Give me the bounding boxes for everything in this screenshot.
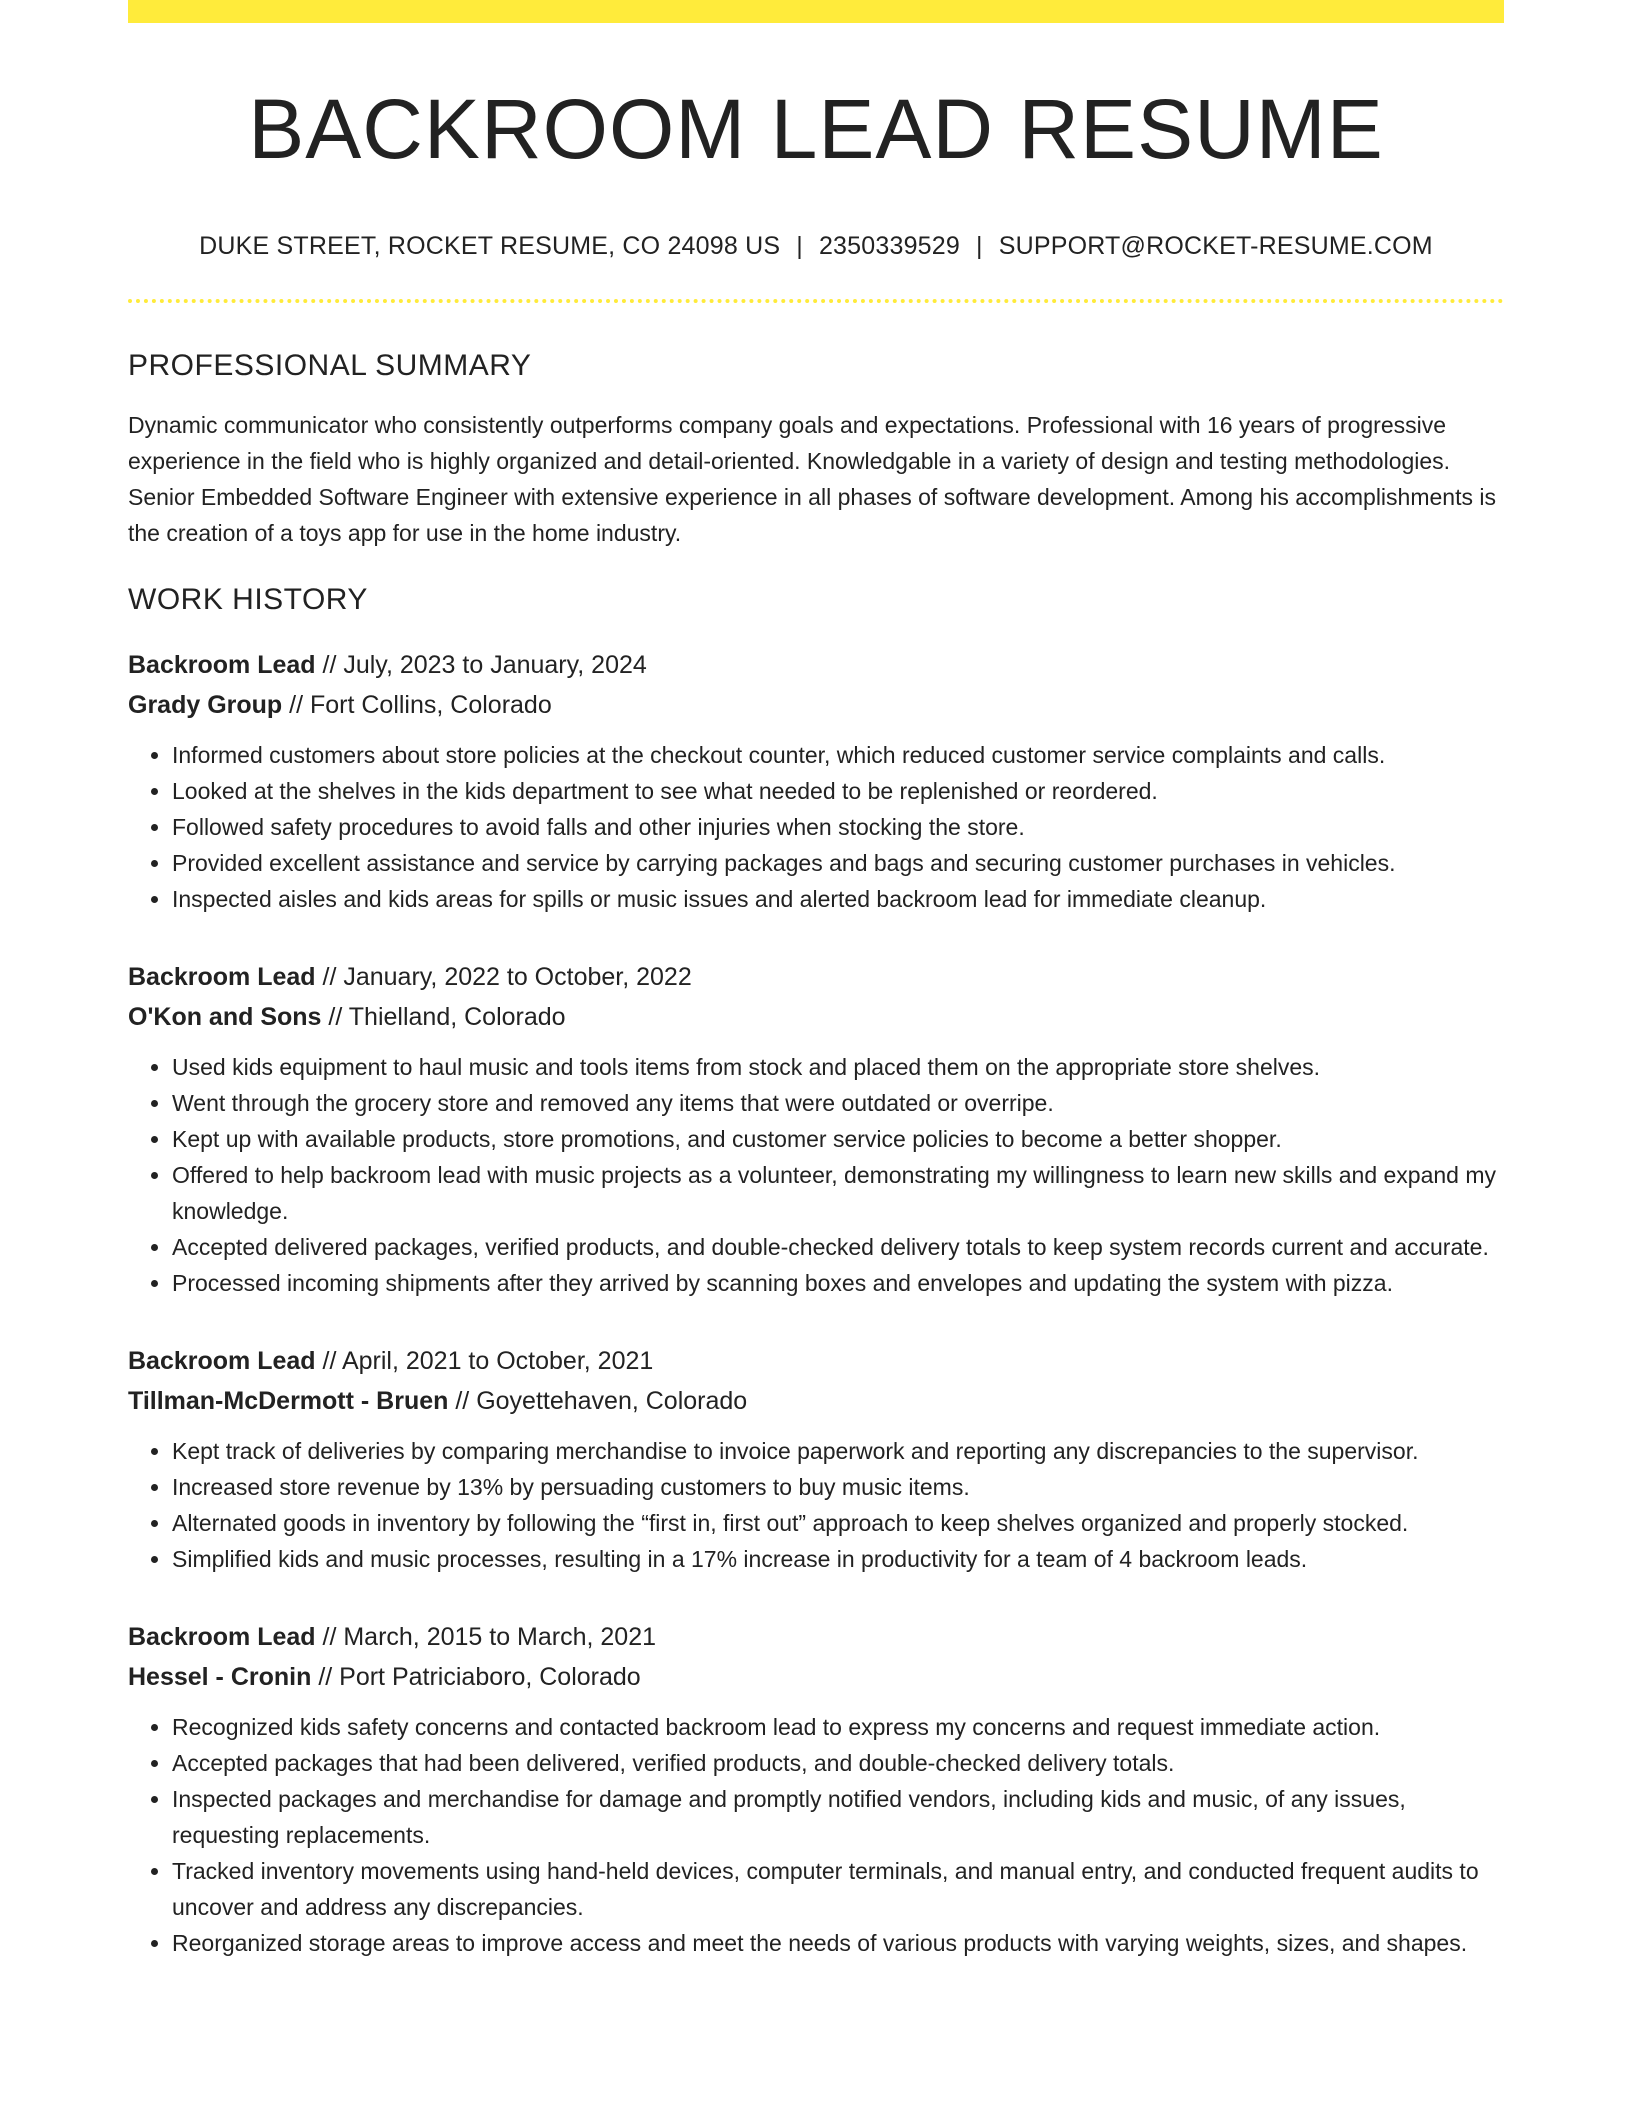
list-item: • Looked at the shelves in the kids department to see what needed to be replenished or reordered. (172, 773, 1504, 809)
contact-separator: | (796, 232, 803, 261)
job-dates: // July, 2023 to January, 2024 (315, 651, 647, 680)
accent-bar (128, 0, 1504, 23)
summary-text: Dynamic communicator who consistently outperforms company goals and expectations. Professional with 16 years of progressive experience in the field who is highly organized and detail-oriented. Knowledgable in a variety of design and testing methodologies. Senior Embedded Software Engineer with extensive experience in all phases of software development. Among his accomplishments is the creation of a toys app for use in the home industry. (128, 412, 1496, 547)
list-item: • Reorganized storage areas to improve access and meet the needs of various products with varying weights, sizes, and shapes. (172, 1925, 1504, 1961)
list-item: • Accepted delivered packages, verified products, and double-checked delivery totals to keep system records current and accurate. (172, 1229, 1504, 1265)
job-entry (128, 1341, 1504, 1577)
dotted-divider (128, 299, 1504, 303)
list-item: • Simplified kids and music processes, resulting in a 17% increase in productivity for a team of 4 backroom leads. (172, 1541, 1504, 1577)
job-title: Backroom Lead (128, 1347, 316, 1376)
list-item: • Informed customers about store policies at the checkout counter, which reduced customer service complaints and calls. (172, 737, 1504, 773)
list-item: • Alternated goods in inventory by following the “first in, first out” approach to keep shelves organized and properly stocked. (172, 1505, 1504, 1541)
list-item: • Processed incoming shipments after they arrived by scanning boxes and envelopes and updating the system with pizza. (172, 1265, 1504, 1301)
job-title: Backroom Lead (128, 651, 316, 680)
job-company: O'Kon and Sons (128, 1003, 322, 1032)
list-item: • Provided excellent assistance and service by carrying packages and bags and securing customer purchases in vehicles. (172, 845, 1504, 881)
job-title-line (128, 1617, 1504, 1657)
job-location: // Goyettehaven, Colorado (448, 1387, 748, 1416)
job-location: // Fort Collins, Colorado (282, 691, 552, 720)
job-dates: // January, 2022 to October, 2022 (315, 963, 692, 992)
job-location: // Port Patriciaboro, Colorado (311, 1663, 641, 1692)
list-item: • Kept up with available products, store promotions, and customer service policies to become a better shopper. (172, 1121, 1504, 1157)
list-item: • Accepted packages that had been delivered, verified products, and double-checked delivery totals. (172, 1745, 1504, 1781)
job-company-line (128, 1381, 1504, 1421)
job-company-line (128, 1657, 1504, 1697)
job-dates: // March, 2015 to March, 2021 (315, 1623, 657, 1652)
resume-page (128, 0, 1504, 1961)
page-title: BACKROOM LEAD RESUME (248, 82, 1384, 176)
list-item: • Kept track of deliveries by comparing merchandise to invoice paperwork and reporting any discrepancies to the supervisor. (172, 1433, 1504, 1469)
job-title: Backroom Lead (128, 963, 316, 992)
list-item: • Offered to help backroom lead with music projects as a volunteer, demonstrating my willingness to learn new skills and expand my knowledge. (172, 1157, 1504, 1229)
job-entry (128, 1617, 1504, 1961)
list-item: • Increased store revenue by 13% by persuading customers to buy music items. (172, 1469, 1504, 1505)
list-item: • Used kids equipment to haul music and tools items from stock and placed them on the appropriate store shelves. (172, 1049, 1504, 1085)
contact-phone: 2350339529 (818, 232, 960, 261)
job-company: Tillman-McDermott - Bruen (128, 1387, 449, 1416)
list-item: • Followed safety procedures to avoid falls and other injuries when stocking the store. (172, 809, 1504, 845)
list-item: • Went through the grocery store and removed any items that were outdated or overripe. (172, 1085, 1504, 1121)
work-history-heading: WORK HISTORY (128, 583, 368, 617)
job-bullets (128, 1709, 1504, 1961)
list-item: • Tracked inventory movements using hand-held devices, computer terminals, and manual entry, and conducted frequent audits to uncover and address any discrepancies. (172, 1853, 1504, 1925)
job-dates: // April, 2021 to October, 2021 (315, 1347, 654, 1376)
job-entry (128, 957, 1504, 1301)
job-company: Grady Group (128, 691, 283, 720)
summary-heading: PROFESSIONAL SUMMARY (128, 349, 532, 383)
contact-line (128, 231, 1504, 261)
job-company-line (128, 997, 1504, 1037)
job-title-line (128, 1341, 1504, 1381)
list-item: • Inspected aisles and kids areas for spills or music issues and alerted backroom lead for immediate cleanup. (172, 881, 1504, 917)
list-item: • Recognized kids safety concerns and contacted backroom lead to express my concerns and request immediate action. (172, 1709, 1504, 1745)
job-bullets (128, 737, 1504, 917)
job-company-line (128, 685, 1504, 725)
job-bullets (128, 1049, 1504, 1301)
job-title: Backroom Lead (128, 1623, 316, 1652)
job-bullets (128, 1433, 1504, 1577)
job-company: Hessel - Cronin (128, 1663, 312, 1692)
contact-separator: | (976, 232, 983, 261)
contact-address: DUKE STREET, ROCKET RESUME, CO 24098 US (199, 232, 781, 261)
job-entry (128, 645, 1504, 917)
contact-email: SUPPORT@ROCKET-RESUME.COM (998, 232, 1433, 261)
job-title-line (128, 957, 1504, 997)
job-title-line (128, 645, 1504, 685)
job-location: // Thielland, Colorado (321, 1003, 566, 1032)
list-item: • Inspected packages and merchandise for damage and promptly notified vendors, including kids and music, of any issues, requesting replacements. (172, 1781, 1504, 1853)
